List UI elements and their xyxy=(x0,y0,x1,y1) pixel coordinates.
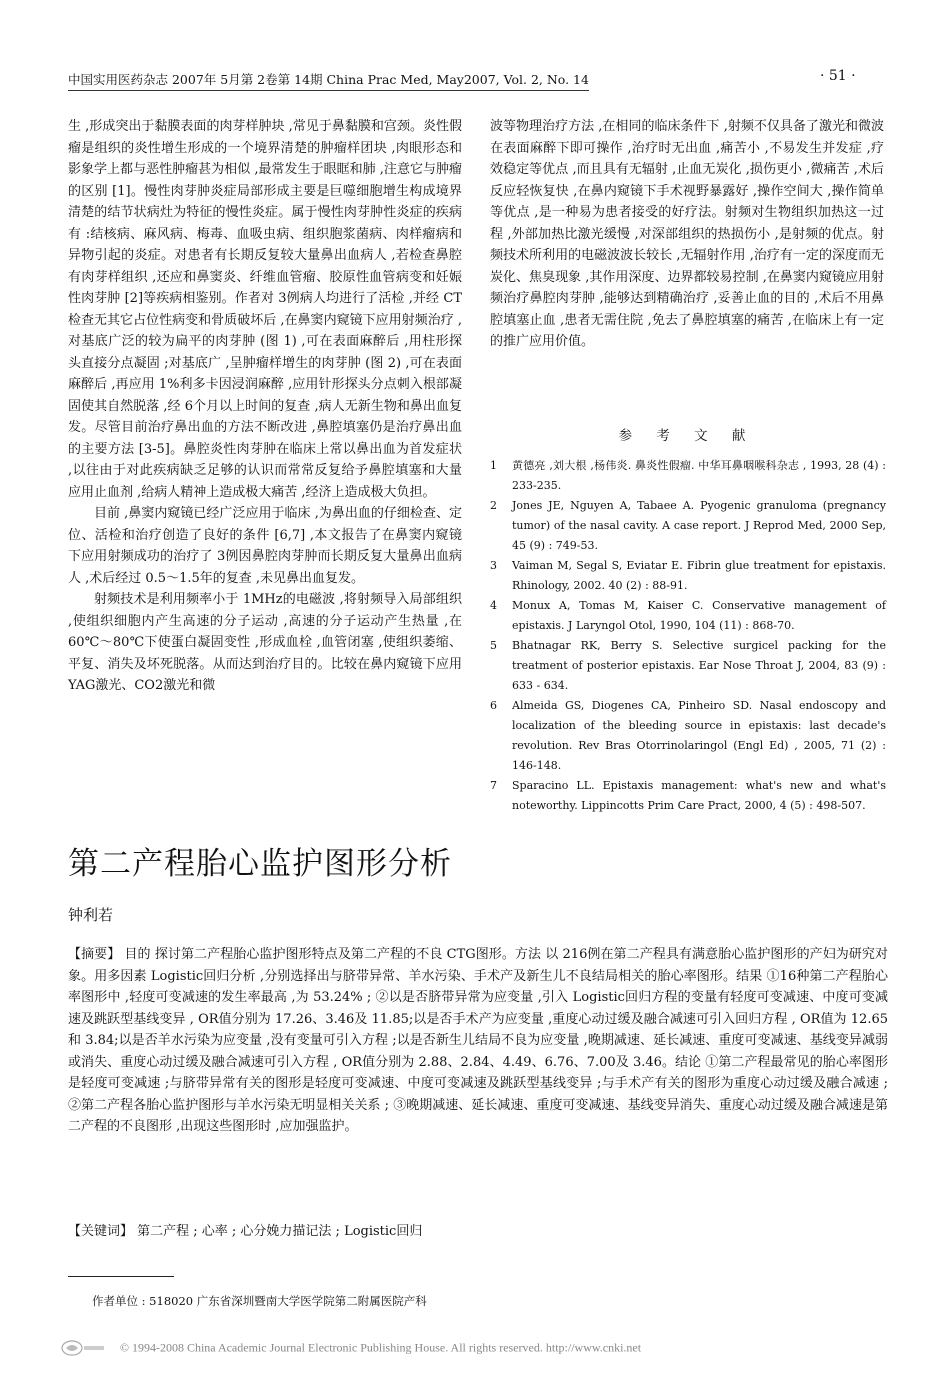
reference-item xyxy=(490,636,886,696)
right-paragraph-1: 波等物理治疗方法 ,在相同的临床条件下 ,射频不仅具备了激光和微波在表面麻醉下即可操作 ,治疗时无出血 ,痛苦小 ,不易发生并发症 ,疗效稳定等优点 ,而且具有无辐射 ,止血无炭化 ,损伤更小 ,微痛苦 ,术后反应轻恢复快 ,在鼻内窥镜下手术视野暴露好 ,操作空间大 ,操作简单等优点 ,是一种易为患者接受的好疗法。射频对生物组织加热这一过程 ,外部加热比激光缓慢 ,对深部组织的热损伤小 ,是射频的优点。射频技术所利用的电磁波波长较长 ,无辐射作用 ,治疗有一定的深度而无炭化、焦臭现象 ,其作用深度、边界都较易控制 ,在鼻窦内窥镜应用射频治疗鼻腔肉芽肿 ,能够达到精确治疗 ,妥善止血的目的 ,术后不用鼻腔填塞止血 ,患者无需住院 ,免去了鼻腔填塞的痛苦 ,在临床上有一定的推广应用价值。 xyxy=(490,119,884,349)
reference-item xyxy=(490,496,886,556)
footnote-divider xyxy=(68,1276,174,1277)
reference-item xyxy=(490,456,886,496)
reference-text: Jones JE, Nguyen A, Tabaee A. Pyogenic granuloma (pregnancy tumor) of the nasal cavity. A case report. J Reprod Med, 2000 Sep, 45 (9) : 749-53. xyxy=(512,499,886,552)
cnki-logo-icon xyxy=(60,1339,108,1357)
author-affiliation: 作者单位 : 518020 广东省深圳暨南大学医学院第二附属医院产科 xyxy=(92,1294,427,1308)
reference-number: 1 xyxy=(490,459,497,472)
abstract xyxy=(68,944,888,1138)
copyright-footer xyxy=(60,1339,641,1357)
reference-item xyxy=(490,596,886,636)
article-title: 第二产程胎心监护图形分析 xyxy=(68,846,452,882)
reference-number: 3 xyxy=(490,559,497,572)
reference-text: Monux A, Tomas M, Kaiser C. Conservative management of epistaxis. J Laryngol Otol, 1990, 104 (11) : 868-70. xyxy=(512,599,886,632)
reference-item xyxy=(490,556,886,596)
reference-number: 2 xyxy=(490,499,497,512)
reference-number: 6 xyxy=(490,699,497,712)
reference-text: 黄德亮 ,刘大根 ,杨伟炎. 鼻炎性假瘤. 中华耳鼻咽喉科杂志 , 1993, 28 (4) : 233-235. xyxy=(512,459,886,492)
references-list xyxy=(490,456,886,816)
right-column xyxy=(490,116,884,353)
left-paragraph-1: 生 ,形成突出于黏膜表面的肉芽样肿块 ,常见于鼻黏膜和宫颈。炎性假瘤是组织的炎性增生形成的一个境界清楚的肿瘤样团块 ,肉眼形态和影象学上都与恶性肿瘤甚为相似 ,最常发生于眼眶和肺 ,注意它与肿瘤的区别 [1]。慢性肉芽肿炎症局部形成主要是巨噬细胞增生构成境界清楚的结节状病灶为特征的慢性炎症。属于慢性肉芽肿性炎症的疾病有 :结核病、麻风病、梅毒、血吸虫病、组织胞浆菌病、肉样瘤病和异物引起的炎症。对患者有长期反复较大量鼻出血病人 ,若检查鼻腔有肉芽样组织 ,还应和鼻窦炎、纤维血管瘤、胶原性血管病变和妊娠性肉芽肿 [2]等疾病相鉴别。作者对 3例病人均进行了活检 ,并经 CT检查无其它占位性病变和骨质破坏后 ,在鼻窦内窥镜下应用射频治疗 ,对基底广泛的较为扁平的肉芽肿 (图 1) ,可在表面麻醉后 ,用柱形探头直接分点凝固 ;对基底广 ,呈肿瘤样增生的肉芽肿 (图 2) ,可在表面麻醉后 ,再应用 1%利多卡因浸润麻醉 ,应用针形探头分点刺入根部凝固使其自然脱落 ,经 6个月以上时间的复查 ,病人无新生物和鼻出血复发。尽管目前治疗鼻出血的方法不断改进 ,鼻腔填塞仍是治疗鼻出血的主要方法 [3-5]。鼻腔炎性肉芽肿在临床上常以鼻出血为首发症状 ,以往由于对此疾病缺乏足够的认识而常常反复给予鼻腔填塞和大量应用止血剂 ,给病人精神上造成极大痛苦 ,经济上造成极大负担。 xyxy=(68,119,462,500)
reference-text: Bhatnagar RK, Berry S. Selective surgicel packing for the treatment of posterior epistaxis. Ear Nose Throat J, 2004, 83 (9) : 633 - 634. xyxy=(512,639,886,692)
reference-text: Sparacino LL. Epistaxis management: what's new and what's noteworthy. Lippincotts Prim Care Pract, 2000, 4 (5) : 498-507. xyxy=(512,779,886,812)
copyright-text: © 1994-2008 China Academic Journal Electronic Publishing House. All rights reserved. http://www.cnki.net xyxy=(119,1340,642,1355)
abstract-text: 【摘要】 目的 探讨第二产程胎心监护图形特点及第二产程的不良 CTG图形。方法 以 216例在第二产程具有满意胎心监护图形的产妇为研究对象。用多因素 Logistic回归分析 ,分别选择出与脐带异常、羊水污染、手术产及新生儿不良结局相关的胎心率图形。结果 ①16种第二产程胎心率图形中 ,轻度可变减速的发生率最高 ,为 53.24% ; ②以是否脐带异常为应变量 ,引入 Logistic回归方程的变量有轻度可变减速、中度可变减速及跳跃型基线变异 , OR值分别为 17.26、3.46及 11.85;以是否手术产为应变量 ,重度心动过缓及融合减速可引入回归方程 , OR值为 12.65和 3.84;以是否羊水污染为应变量 ,没有变量可引入方程 ;以是否新生儿结局不良为应变量 ,晚期减速、延长减速、重度可变减速、基线变异减弱或消失、重度心动过缓及融合减速可引入方程 , OR值分别为 2.88、2.84、4.49、6.76、7.00及 3.46。结论 ①第二产程最常见的胎心率图形是轻度可变减速 ;与脐带异常有关的图形是轻度可变减速、中度可变减速及跳跃型基线变异 ;与手术产有关的图形为重度心动过缓及融合减速 ; ②第二产程各胎心监护图形与羊水污染无明显相关关系 ; ③晚期减速、延长减速、重度可变减速、基线变异消失、重度心动过缓及融合减速是第二产程的不良图形 ,出现这些图形时 ,应加强监护。 xyxy=(68,947,888,1134)
reference-item xyxy=(490,776,886,816)
reference-number: 5 xyxy=(490,639,497,652)
page-number: · 51 · xyxy=(820,68,856,84)
reference-number: 4 xyxy=(490,599,497,612)
left-column xyxy=(68,116,462,697)
references-title: 参 考 文 献 xyxy=(618,428,756,444)
reference-text: Almeida GS, Diogenes CA, Pinheiro SD. Nasal endoscopy and localization of the bleeding source in epistaxis: last decade's revolution. Rev Bras Otorrinolaringol (Engl Ed) , 2005, 71 (2) : 146-148. xyxy=(512,699,886,772)
journal-header: 中国实用医药杂志 2007年 5月第 2卷第 14期 China Prac Med, May2007, Vol. 2, No. 14 xyxy=(68,70,589,91)
reference-item xyxy=(490,696,886,776)
article-author: 钟利若 xyxy=(68,906,114,924)
reference-text: Vaiman M, Segal S, Eviatar E. Fibrin glue treatment for epistaxis. Rhinology, 2002. 40 (2) : 88-91. xyxy=(512,559,886,592)
left-paragraph-3: 射频技术是利用频率小于 1MHz的电磁波 ,将射频导入局部组织 ,使组织细胞内产生高速的分子运动 ,高速的分子运动产生热量 ,在 60℃～80℃下使蛋白凝固变性 ,形成血栓 ,血管闭塞 ,使组织萎缩、平复、消失及坏死脱落。从而达到治疗目的。比较在鼻内窥镜下应用 YAG激光、CO2激光和微 xyxy=(68,592,462,693)
left-paragraph-2: 目前 ,鼻窦内窥镜已经广泛应用于临床 ,为鼻出血的仔细检查、定位、活检和治疗创造了良好的条件 [6,7] ,本文报告了在鼻窦内窥镜下应用射频成功的治疗了 3例因鼻腔肉芽肿而长期反复大量鼻出血病人 ,术后经过 0.5～1.5年的复查 ,未见鼻出血复发。 xyxy=(68,506,462,586)
keywords: 【关键词】 第二产程 ; 心率 ; 心分娩力描记法 ; Logistic回归 xyxy=(68,1224,423,1239)
reference-number: 7 xyxy=(490,779,497,792)
